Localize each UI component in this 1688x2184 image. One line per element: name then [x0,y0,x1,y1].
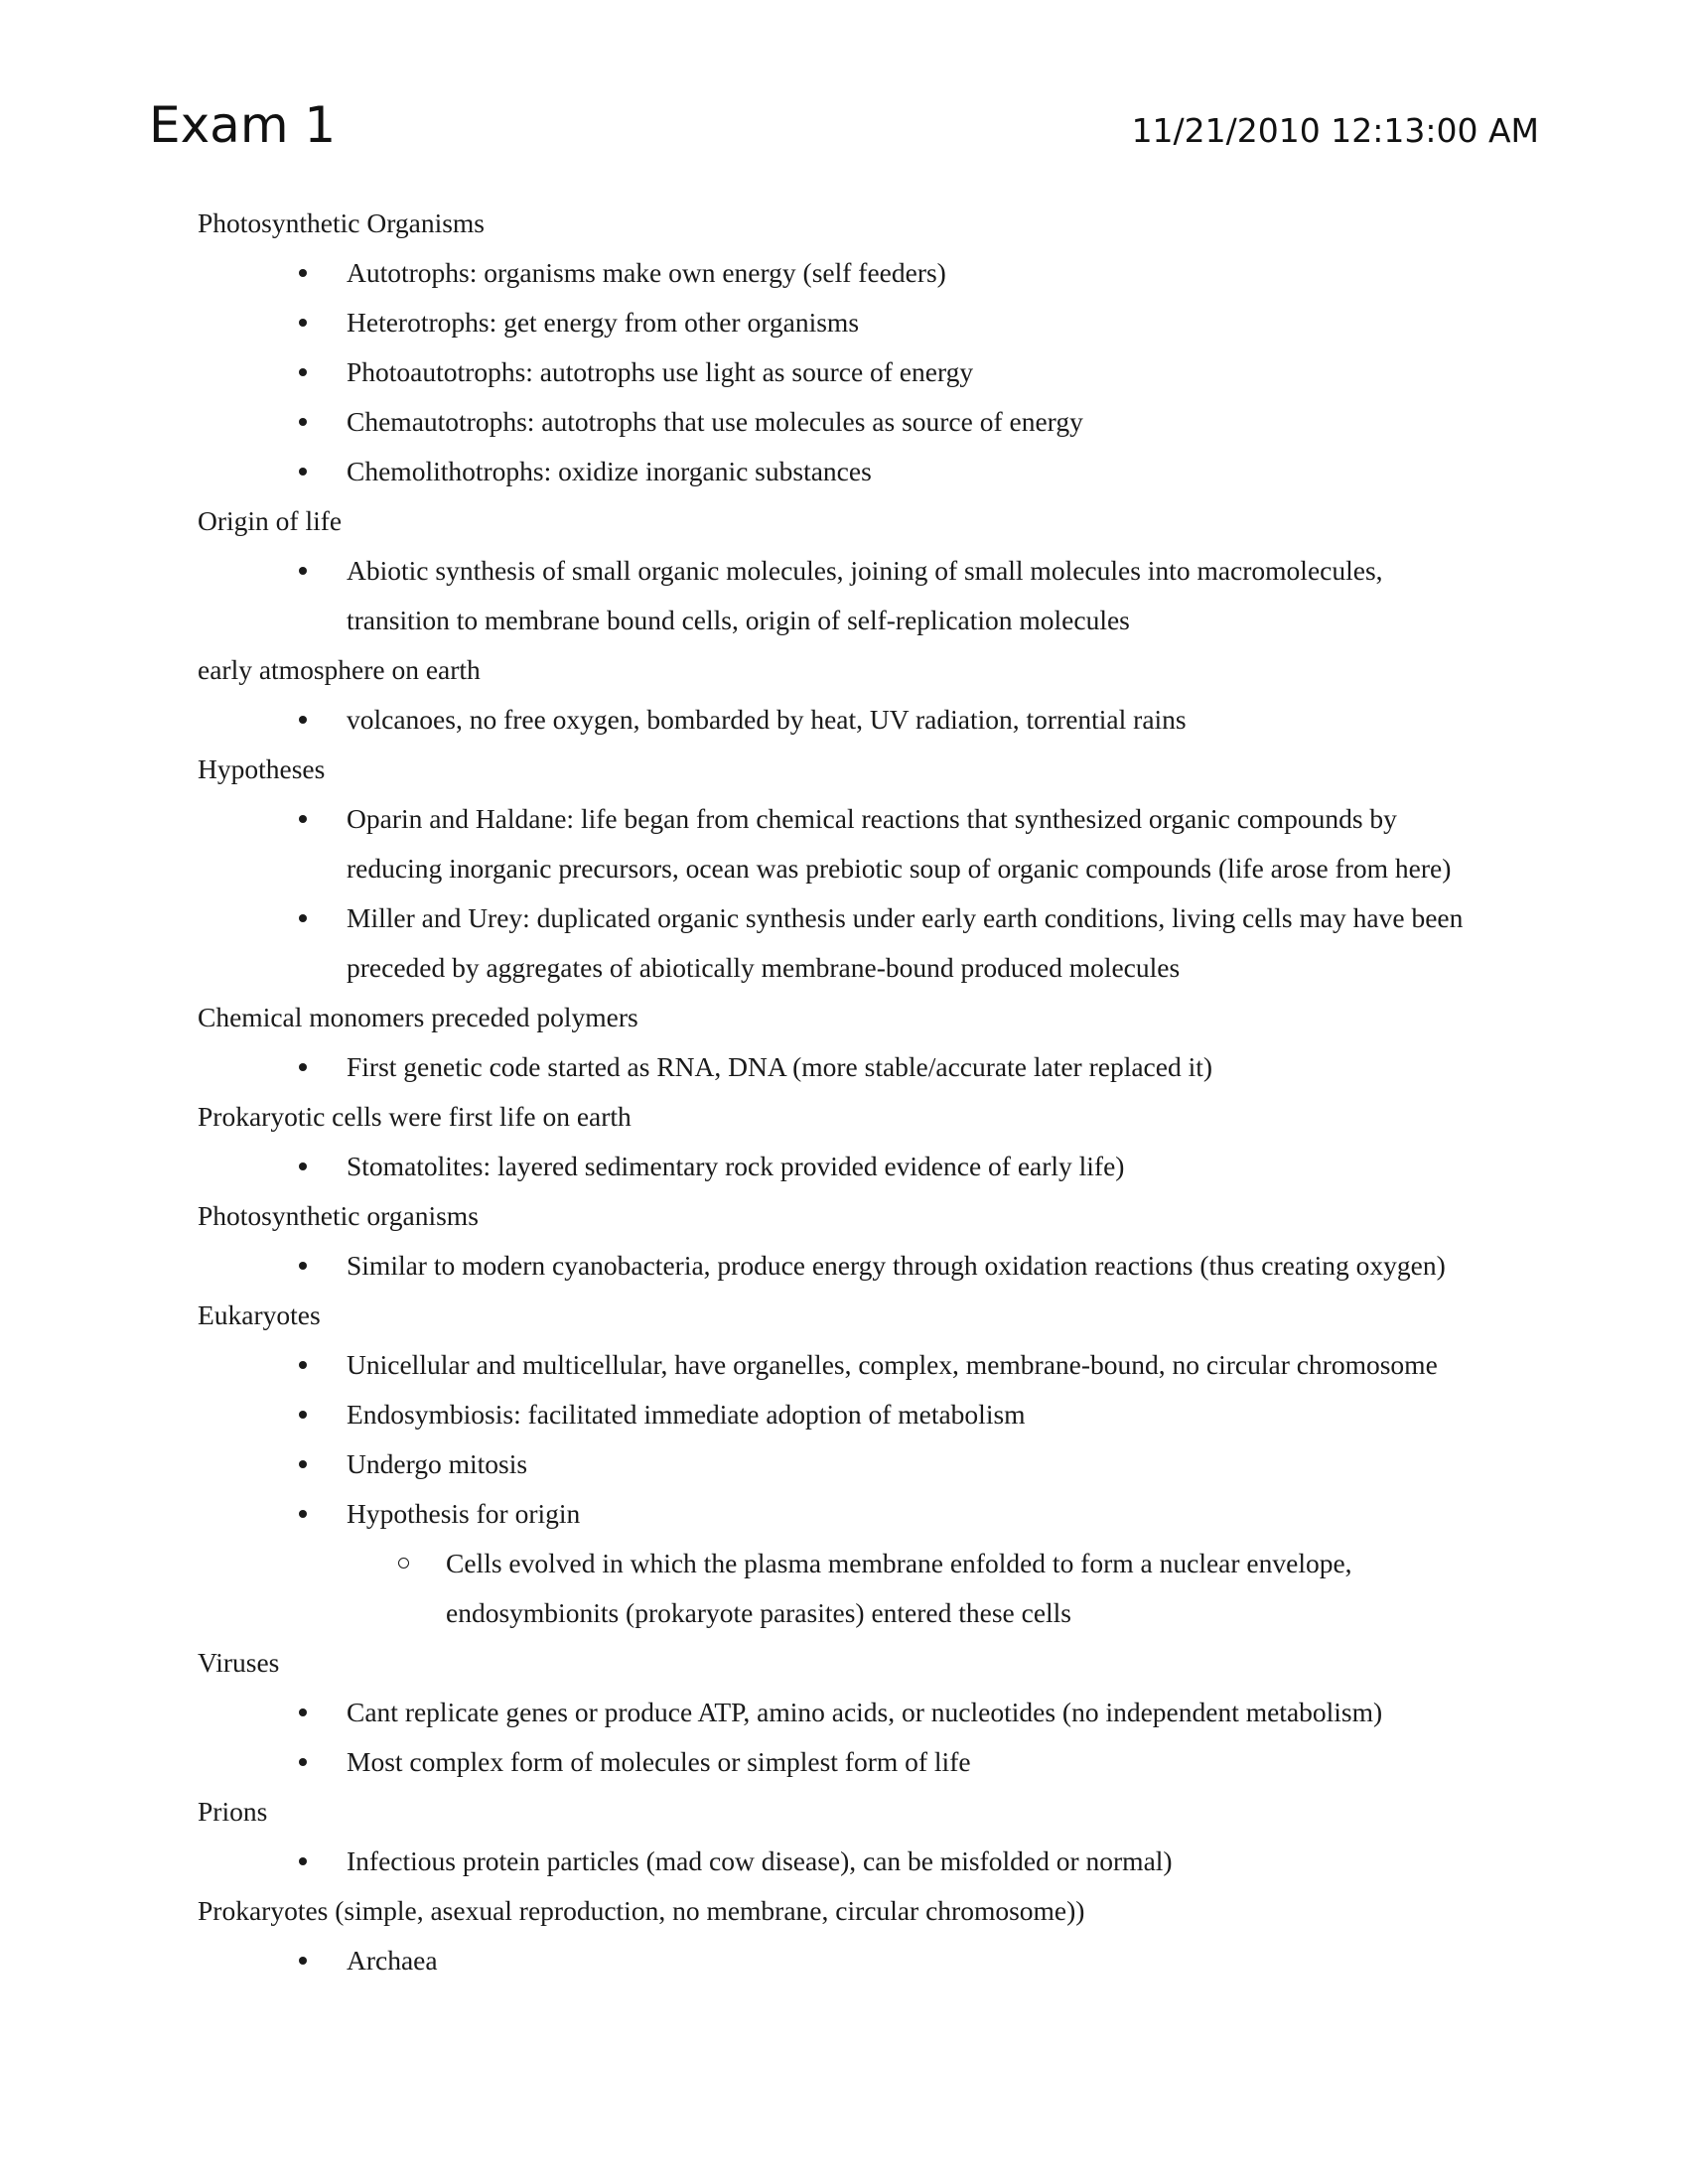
bullet-dot-icon [297,1439,317,1489]
list-item-text: Archaea [347,1945,438,1976]
page-header [149,95,1539,175]
section-heading: Prions [198,1796,268,1827]
note-section [198,993,1488,1092]
section-heading: Prokaryotic cells were first life on earth [198,1101,632,1132]
section-heading: Hypotheses [198,753,326,784]
list-item-text: Stomatolites: layered sedimentary rock provided evidence of early life) [347,1151,1125,1181]
list-item-text: Infectious protein particles (mad cow disease), can be misfolded or normal) [347,1845,1173,1876]
bullet-dot-icon [297,298,317,347]
note-section [198,199,1488,496]
bullet-list [198,695,1488,745]
list-item-text: Chemolithotrophs: oxidize inorganic substances [347,456,872,486]
section-heading: Photosynthetic Organisms [198,207,486,238]
bullet-dot-icon [297,893,317,943]
list-item [198,248,1488,298]
list-item-text: Photoautotrophs: autotrophs use light as source of energy [347,356,974,387]
list-item [198,1439,1488,1489]
list-item-text: Cant replicate genes or produce ATP, amino acids, or nucleotides (no independent metabolism) [347,1697,1383,1727]
note-section [198,1638,1488,1787]
list-item [198,1837,1488,1886]
bullet-dot-icon [297,1390,317,1439]
note-section [198,1291,1488,1638]
bullet-list [198,1837,1488,1886]
list-item [198,1737,1488,1787]
bullet-list [198,248,1488,496]
list-item [198,1489,1488,1638]
hollow-circle-icon [398,1539,418,1588]
list-item-text: First genetic code started as RNA, DNA (more stable/accurate later replaced it) [347,1051,1213,1082]
section-heading: Origin of life [198,505,343,536]
section-heading: Eukaryotes [198,1299,321,1330]
list-item-text: Oparin and Haldane: life began from chemical reactions that synthesized organic compounds by reducing inorganic precursors, ocean was prebiotic soup of organic compounds (life arose from here) [347,803,1452,884]
bullet-dot-icon [297,546,317,596]
list-item-text: Miller and Urey: duplicated organic synthesis under early earth conditions, living cells may have been preceded by aggregates of abiotically membrane-bound produced molecules [347,902,1464,983]
section-heading: Viruses [198,1647,280,1678]
sub-list-item-text: Cells evolved in which the plasma membrane enfolded to form a nuclear envelope, endosymbionits (prokaryote parasites) entered these cells [446,1548,1352,1628]
notes-body [198,199,1488,1985]
bullet-list [198,1936,1488,1985]
list-item [198,1936,1488,1985]
list-item-text: Similar to modern cyanobacteria, produce energy through oxidation reactions (thus creating oxygen) [347,1250,1446,1281]
bullet-dot-icon [297,248,317,298]
bullet-list [198,1042,1488,1092]
list-item [198,1390,1488,1439]
list-item-text: Abiotic synthesis of small organic molecules, joining of small molecules into macromolecules, transition to membrane bound cells, origin of self-replication molecules [347,555,1383,635]
list-item-text: Hypothesis for origin [347,1498,581,1529]
bullet-dot-icon [297,397,317,447]
list-item [198,1340,1488,1390]
note-section [198,1191,1488,1291]
bullet-dot-icon [297,1042,317,1092]
page-title: Exam 1 [149,96,337,154]
bullet-dot-icon [297,1340,317,1390]
bullet-dot-icon [297,1837,317,1886]
note-section [198,1886,1488,1985]
sub-list-item [347,1539,1488,1638]
list-item-text: Chemautotrophs: autotrophs that use molecules as source of energy [347,406,1083,437]
bullet-dot-icon [297,347,317,397]
bullet-list [198,1142,1488,1191]
bullet-dot-icon [297,447,317,496]
section-heading: Chemical monomers preceded polymers [198,1002,638,1032]
list-item [198,1241,1488,1291]
list-item [198,447,1488,496]
list-item [198,1142,1488,1191]
bullet-list [198,794,1488,993]
list-item [198,546,1488,645]
bullet-dot-icon [297,1142,317,1191]
note-section [198,496,1488,645]
list-item [198,298,1488,347]
page-datetime: 11/21/2010 12:13:00 AM [1131,111,1539,150]
list-item [198,794,1488,893]
list-item-text: Unicellular and multicellular, have organelles, complex, membrane-bound, no circular chromosome [347,1349,1438,1380]
list-item-text: volcanoes, no free oxygen, bombarded by heat, UV radiation, torrential rains [347,704,1187,735]
bullet-dot-icon [297,1688,317,1737]
note-section [198,745,1488,993]
list-item-text: Autotrophs: organisms make own energy (self feeders) [347,257,946,288]
bullet-dot-icon [297,695,317,745]
bullet-dot-icon [297,1737,317,1787]
bullet-list [198,1340,1488,1638]
list-item [198,397,1488,447]
bullet-dot-icon [297,1489,317,1539]
section-heading: Prokaryotes (simple, asexual reproduction, no membrane, circular chromosome)) [198,1895,1085,1926]
sub-bullet-list [347,1539,1488,1638]
list-item [198,893,1488,993]
bullet-dot-icon [297,794,317,844]
section-heading: early atmosphere on earth [198,654,481,685]
bullet-list [198,1688,1488,1787]
bullet-dot-icon [297,1241,317,1291]
list-item-text: Heterotrophs: get energy from other organisms [347,307,860,338]
note-section [198,645,1488,745]
bullet-list [198,546,1488,645]
list-item [198,695,1488,745]
list-item-text: Undergo mitosis [347,1448,528,1479]
list-item [198,1688,1488,1737]
list-item-text: Endosymbiosis: facilitated immediate adoption of metabolism [347,1399,1026,1430]
note-section [198,1787,1488,1886]
section-heading: Photosynthetic organisms [198,1200,479,1231]
bullet-list [198,1241,1488,1291]
bullet-dot-icon [297,1936,317,1985]
list-item [198,347,1488,397]
note-section [198,1092,1488,1191]
list-item-text: Most complex form of molecules or simplest form of life [347,1746,971,1777]
list-item [198,1042,1488,1092]
